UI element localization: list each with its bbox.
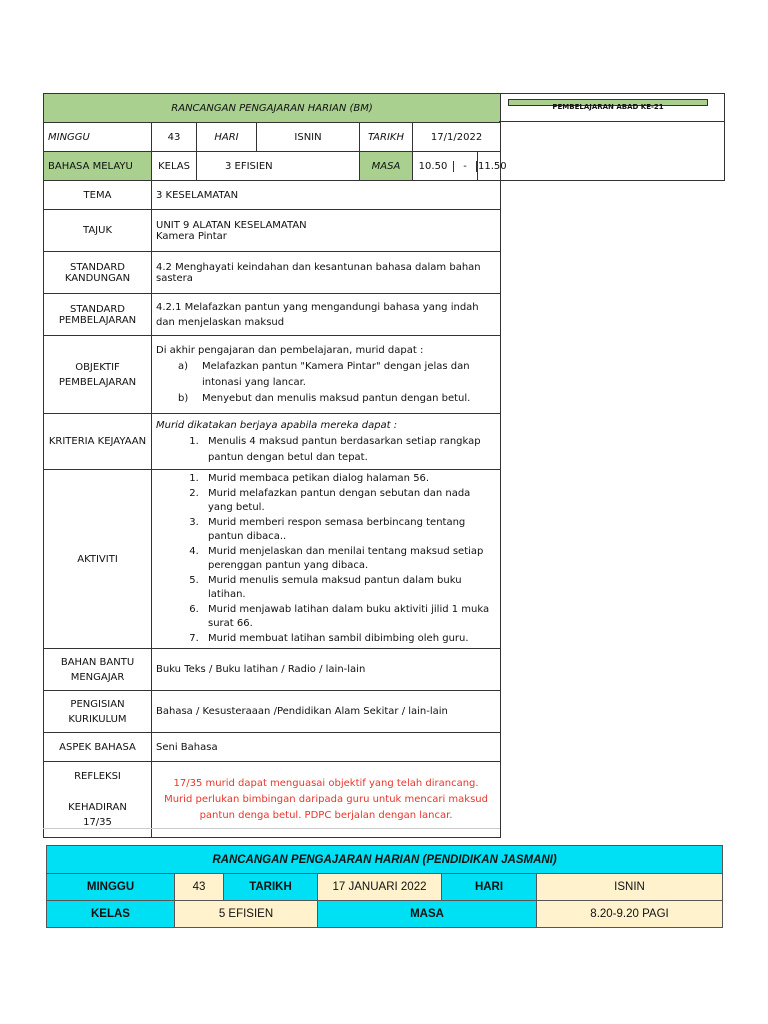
pj-kelas-label: KELAS bbox=[47, 901, 175, 928]
aktiviti-item: 4. Murid menjelaskan dan menilai tentang maksud setiap perenggan pantun yang dibaca. bbox=[202, 545, 496, 574]
aktiviti-item: 6. Murid menjawab latihan dalam buku aktiviti jilid 1 muka surat 66. bbox=[202, 603, 496, 632]
objektif-a-text: Melafazkan pantun "Kamera Pintar" dengan jelas dan intonasi yang lancar. bbox=[202, 360, 470, 388]
pj-hari-value: ISNIN bbox=[537, 874, 723, 901]
masa-range bbox=[413, 152, 478, 181]
masa-separator: - bbox=[453, 161, 477, 172]
aktiviti-label: AKTIVITI bbox=[44, 470, 152, 649]
pj-minggu-value: 43 bbox=[175, 874, 224, 901]
objektif-a-marker: a) bbox=[178, 360, 189, 372]
pj-hari-label: HARI bbox=[442, 874, 537, 901]
aspek-label: ASPEK BAHASA bbox=[44, 733, 152, 762]
aktiviti-item: 7. Murid membuat latihan sambil dibimbing oleh guru. bbox=[202, 632, 496, 647]
pembelajaran-abad-21-label: PEMBELAJARAN ABAD KE-21 bbox=[508, 99, 708, 106]
sk-label: STANDARD KANDUNGAN bbox=[44, 252, 152, 294]
aspek-value: Seni Bahasa bbox=[152, 733, 501, 762]
hari-label: HARI bbox=[197, 123, 257, 152]
rph-pj-title: RANCANGAN PENGAJARAN HARIAN (PENDIDIKAN JASMANI) bbox=[47, 846, 723, 874]
kurikulum-value: Bahasa / Kesusteraaan /Pendidikan Alam Sekitar / lain-lain bbox=[152, 691, 501, 733]
refleksi-label: REFLEKSI bbox=[74, 771, 121, 782]
hari-value: ISNIN bbox=[257, 123, 360, 152]
pj-masa-label: MASA bbox=[318, 901, 537, 928]
tema-value: 3 KESELAMATAN bbox=[152, 181, 501, 210]
section-divider bbox=[43, 828, 500, 829]
objektif-label: OBJEKTIF PEMBELAJARAN bbox=[44, 336, 152, 414]
tarikh-value: 17/1/2022 bbox=[413, 123, 501, 152]
aktiviti-item: 2. Murid melafazkan pantun dengan sebutan dan nada yang betul. bbox=[202, 487, 496, 516]
bbm-value: Buku Teks / Buku latihan / Radio / lain-lain bbox=[152, 649, 501, 691]
pj-tarikh-label: TARIKH bbox=[224, 874, 318, 901]
sk-value: 4.2 Menghayati keindahan dan kesantunan bahasa dalam bahan sastera bbox=[152, 252, 501, 294]
masa-label: MASA bbox=[360, 152, 413, 181]
objektif-b-marker: b) bbox=[178, 392, 189, 404]
tajuk-line-1: UNIT 9 ALATAN KESELAMATAN bbox=[156, 219, 307, 231]
objektif-b-text: Menyebut dan menulis maksud pantun dengan betul. bbox=[202, 392, 471, 404]
kriteria-item: 1. Menulis 4 maksud pantun berdasarkan setiap rangkap pantun dengan betul dan tepat. bbox=[202, 434, 496, 466]
kelas-label: KELAS bbox=[152, 152, 197, 181]
tajuk-line-2: Kamera Pintar bbox=[156, 230, 227, 242]
kriteria-value bbox=[152, 414, 501, 470]
bbm-label: BAHAN BANTU MENGAJAR bbox=[44, 649, 152, 691]
kurikulum-label: PENGISIAN KURIKULUM bbox=[44, 691, 152, 733]
rph-pj-table bbox=[46, 845, 723, 928]
minggu-value: 43 bbox=[152, 123, 197, 152]
pj-masa-value: 8.20-9.20 PAGI bbox=[537, 901, 723, 928]
sp-value: 4.2.1 Melafazkan pantun yang mengandungi bahasa yang indah dan menjelaskan maksud bbox=[152, 294, 501, 336]
rph-bm-table bbox=[43, 93, 507, 838]
tajuk-label: TAJUK bbox=[44, 210, 152, 252]
aktiviti-item: 5. Murid menulis semula maksud pantun dalam buku latihan. bbox=[202, 574, 496, 603]
refleksi-value: 17/35 murid dapat menguasai objektif yang telah dirancang. Murid perlukan bimbingan daripada guru untuk mencari maksud pantun denga betul. PDPC berjalan dengan lancar. bbox=[152, 762, 501, 838]
pj-kelas-value: 5 EFISIEN bbox=[175, 901, 318, 928]
minggu-label: MINGGU bbox=[44, 123, 152, 152]
objektif-intro: Di akhir pengajaran dan pembelajaran, murid dapat : bbox=[156, 344, 424, 356]
tema-label: TEMA bbox=[44, 181, 152, 210]
sp-label: STANDARD PEMBELAJARAN bbox=[44, 294, 152, 336]
kehadiran-value: 17/35 bbox=[83, 817, 112, 828]
aktiviti-value bbox=[152, 470, 501, 649]
aktiviti-item: 1. Murid membaca petikan dialog halaman 56. bbox=[202, 472, 496, 487]
objektif-value bbox=[152, 336, 501, 414]
pj-tarikh-value: 17 JANUARI 2022 bbox=[318, 874, 442, 901]
kriteria-label: KRITERIA KEJAYAAN bbox=[44, 414, 152, 470]
kelas-value: 3 EFISIEN bbox=[197, 152, 360, 181]
subjek-value: BAHASA MELAYU bbox=[44, 152, 152, 181]
tarikh-label: TARIKH bbox=[360, 123, 413, 152]
pj-minggu-label: MINGGU bbox=[47, 874, 175, 901]
masa-tamat: 11.50 bbox=[478, 152, 501, 181]
refleksi-label-cell bbox=[44, 762, 152, 838]
rph-bm-title: RANCANGAN PENGAJARAN HARIAN (BM) bbox=[44, 94, 501, 123]
aktiviti-item: 3. Murid memberi respon semasa berbincang tentang pantun dibaca.. bbox=[202, 516, 496, 545]
tajuk-value bbox=[152, 210, 501, 252]
kriteria-intro: Murid dikatakan berjaya apabila mereka dapat : bbox=[156, 419, 398, 431]
kehadiran-label: KEHADIRAN bbox=[68, 802, 127, 813]
masa-mula: 10.50 bbox=[418, 160, 448, 172]
side-info-box bbox=[499, 121, 725, 181]
